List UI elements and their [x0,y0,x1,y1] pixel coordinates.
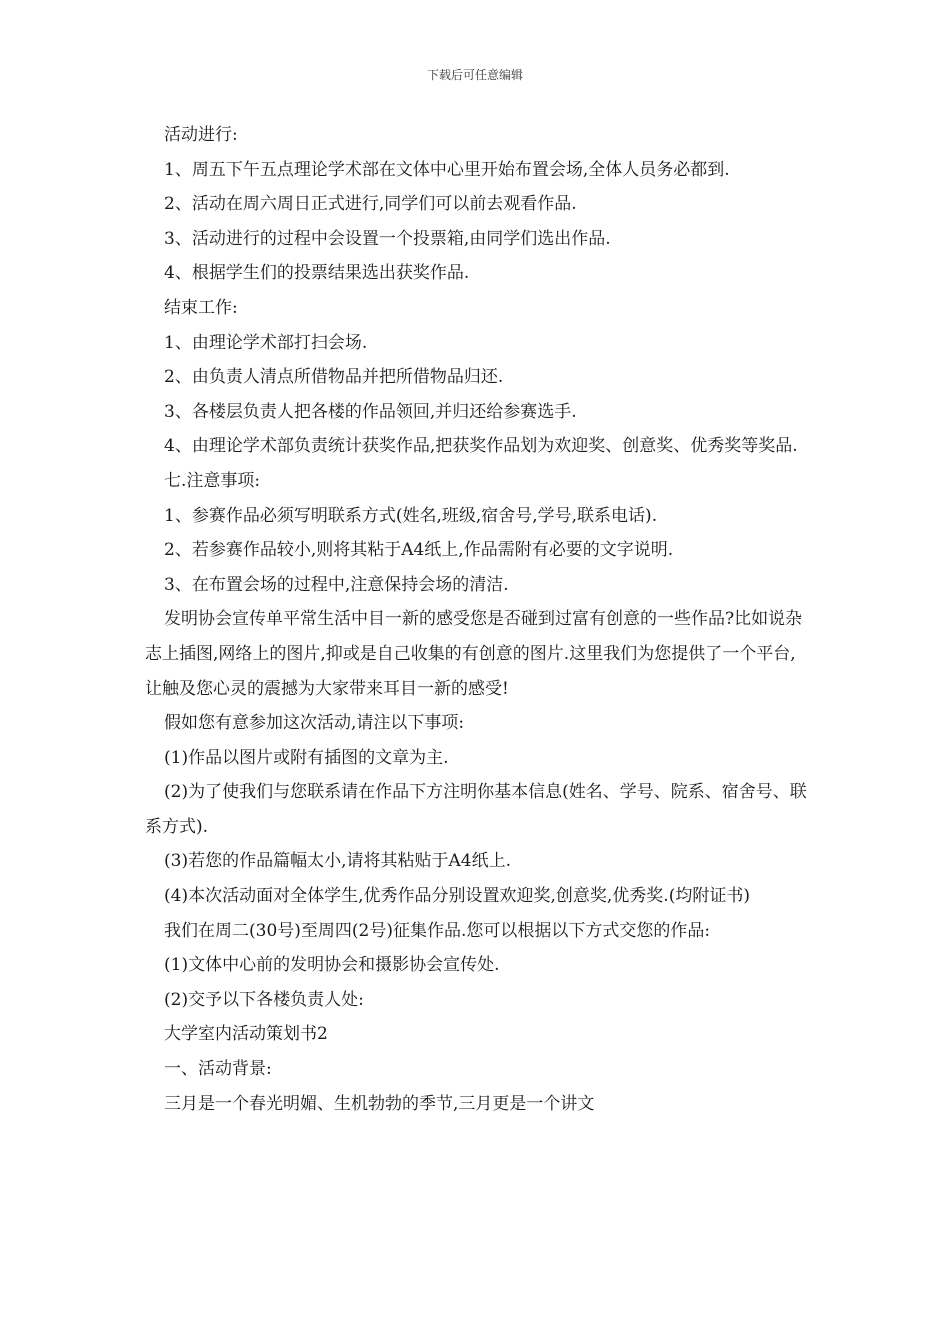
list-item: (2)交予以下各楼负责人处: [164,989,364,1010]
list-item: 2、活动在周六周日正式进行,同学们可以前去观看作品. [164,194,577,215]
section-heading-closing-work: 结束工作: [164,297,238,318]
list-item: (3)若您的作品篇幅太小,请将其粘贴于A4纸上. [164,851,511,872]
list-item: 4、根据学生们的投票结果选出获奖作品. [164,263,470,284]
list-item: (2)为了使我们与您联系请在作品下方注明你基本信息(姓名、学号、院系、宿舍号、联系方式). [145,782,807,837]
document-title: 大学室内活动策划书2 [164,1024,328,1045]
body-paragraph-flyer: 发明协会宣传单平常生活中目一新的感受您是否碰到过富有创意的一些作品?比如说杂志上插图,网络上的图片,抑或是自己收集的有创意的图片.这里我们为您提供了一个平台,让触及您心灵的震撼为大家带来耳目一新的感受! [145,609,803,699]
list-item: 2、若参赛作品较小,则将其粘于A4纸上,作品需附有必要的文字说明. [164,540,674,561]
list-item: 3、活动进行的过程中会设置一个投票箱,由同学们选出作品. [164,228,611,249]
list-item: (1)作品以图片或附有插图的文章为主. [164,747,449,768]
section-heading-activity-progress: 活动进行: [164,125,238,145]
body-paragraph-instructions: 假如您有意参加这次活动,请注以下事项: [164,713,465,734]
page-header: 下载后可任意编辑 [426,68,523,82]
section-heading-notes: 七.注意事项: [164,470,261,491]
section-heading-background: 一、活动背景: [164,1059,272,1080]
list-item: 1、参赛作品必须写明联系方式(姓名,班级,宿舍号,学号,联系电话). [164,505,658,526]
list-item: (4)本次活动面对全体学生,优秀作品分别设置欢迎奖,创意奖,优秀奖.(均附证书) [164,886,750,907]
list-item: (1)文体中心前的发明协会和摄影协会宣传处. [164,955,500,976]
list-item: 3、各楼层负责人把各楼的作品领回,并归还给参赛选手. [164,401,577,422]
body-paragraph-submission: 我们在周二(30号)至周四(2号)征集作品.您可以根据以下方式交您的作品: [164,920,711,941]
list-item: 1、由理论学术部打扫会场. [164,332,368,353]
list-item: 2、由负责人清点所借物品并把所借物品归还. [164,367,504,388]
body-paragraph-background: 三月是一个春光明媚、生机勃勃的季节,三月更是一个讲文 [164,1093,595,1114]
list-item: 4、由理论学术部负责统计获奖作品,把获奖作品划为欢迎奖、创意奖、优秀奖等奖品. [164,436,798,457]
list-item: 3、在布置会场的过程中,注意保持会场的清洁. [164,574,509,595]
list-item: 1、周五下午五点理论学术部在文体中心里开始布置会场,全体人员务必都到. [164,159,730,180]
document-body [145,118,810,1121]
